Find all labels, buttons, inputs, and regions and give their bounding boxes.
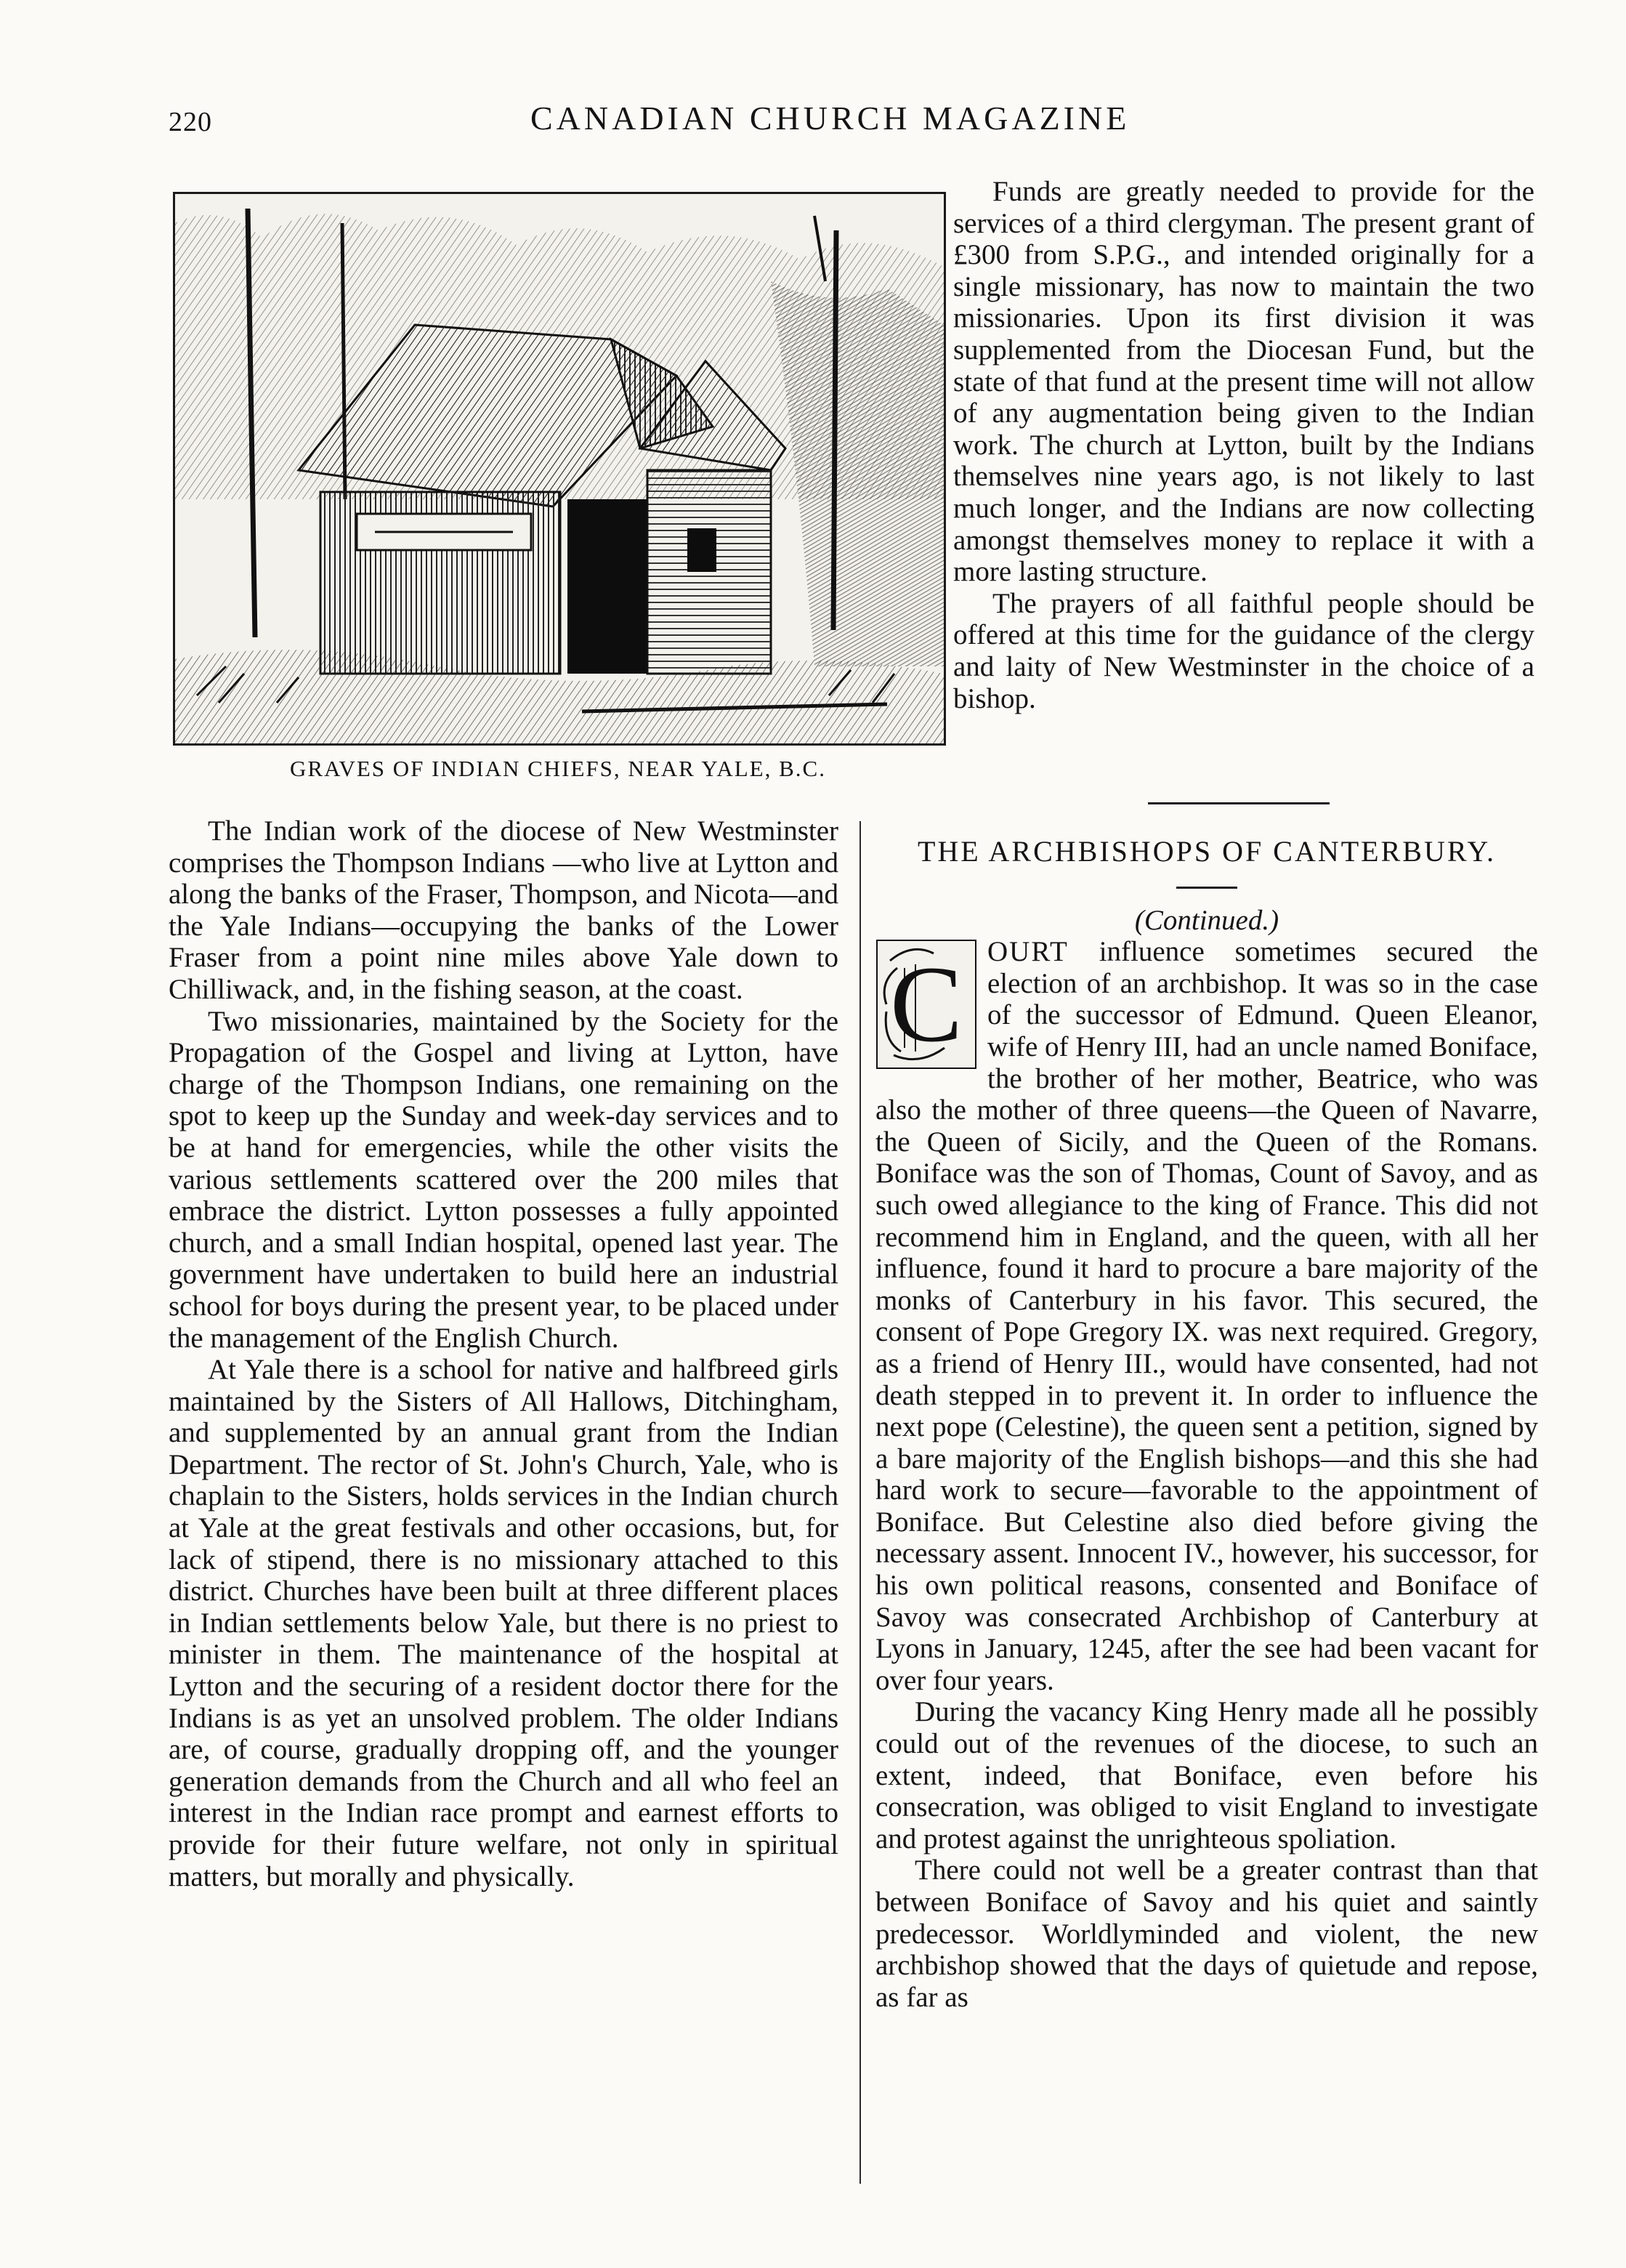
title-rule (1176, 887, 1237, 889)
paragraph: Funds are greatly needed to provide for the services of a third clergyman. The present grant of £300 from S.P.G., and intended originally for a single missionary, has now to maintain the two missionaries. Upon its first division it was supplemented from the Diocesan Fund, but the state of that fund at the present time will not allow of any augmentation being given to the Indian work. The church at Lytton, built by the Indians themselves nine years ago, is not likely to last much longer, and the Indians are now collecting amongst themselves money to replace it with a more lasting structure. (953, 176, 1534, 588)
drop-cap-letter: C (889, 944, 963, 1065)
continued-note: (Continued.) (1134, 904, 1279, 936)
section-divider (1148, 802, 1330, 804)
engraving-illustration (173, 192, 946, 746)
paragraph: The Indian work of the diocese of New Westminster comprises the Thompson Indians —who live at Lytton and along the banks of the Fraser, Thompson, and Nicota—and the Yale Indians—occupying the banks of the Lower Fraser from a point nine miles above Yale down to Chilliwack, and, in the fishing season, at the coast. (169, 815, 838, 1005)
page-number: 220 (169, 107, 212, 137)
article-title: THE ARCHBISHOPS OF CANTERBURY. (917, 835, 1497, 868)
left-column (169, 815, 838, 1892)
drop-cap-ornament-icon (875, 939, 977, 1070)
paragraph: There could not well be a greater contrast than that between Boniface of Savoy and his quiet and saintly predecessor. Worldlyminded and violent, the new archbishop showed that the days of quietude and repose, as far as (875, 1855, 1538, 2013)
opening-paragraph (875, 936, 1538, 1696)
graves-engraving-image (175, 194, 944, 743)
ornamental-drop-cap (875, 939, 977, 1070)
paragraph: The prayers of all faithful people should be offered at this time for the guidance of the clergy and laity of New Westminster in the choice of a bishop. (953, 587, 1534, 714)
opening-text: influence sometimes secured the election of an archbishop. It was so in the case of the successor of Edmund. Queen Eleanor, wife of Henry III, had an uncle named Boniface, the brother of her mother, Beatrice, who was also the mother of three queens—the Queen of Navarre, the Queen of Sicily, and the Queen of the Romans. Boniface was the son of Thomas, Count of Savoy, and as such owed allegiance to the king of France. This did not recommend him in England, and the queen, with all her influence, found it hard to procure a bare majority of the monks of Canterbury in his favor. This secured, the consent of Pope Gregory IX. was next required. Gregory, as a friend of Henry III., would have consented, had not death stepped in to prevent it. In order to influence the next pope (Celestine), the queen sent a petition, signed by a bare majority of the English bishops—and this she had hard work to secure—favorable to the appointment of Boniface. But Celestine also died before giving the necessary assent. Innocent IV., however, his successor, for his own political reasons, consented and Boniface of Savoy was consecrated Archbishop of Canterbury at Lyons in January, 1245, after the see had been vacant for over four years. (875, 936, 1539, 1696)
right-column (875, 836, 1538, 2013)
column-divider (859, 821, 861, 2184)
running-head: CANADIAN CHURCH MAGAZINE (530, 100, 1130, 137)
lead-in-word: OURT (987, 936, 1069, 968)
paragraph: Two missionaries, maintained by the Society for the Propagation of the Gospel and living at Lytton, have charge of the Thompson Indians, one remaining on the spot to keep up the Sunday and week-day services and to be at hand for emergencies, while the other visits the various settlements scattered over the 200 miles that embrace the district. Lytton possesses a fully appointed church, and a small Indian hospital, opened last year. The government have undertaken to build here an industrial school for boys during the present year, to be placed under the management of the English Church. (169, 1005, 838, 1354)
paragraph: At Yale there is a school for native and halfbreed girls maintained by the Sisters of All Hallows, Ditchingham, and supplemented by an annual grant from the Indian Department. The rector of St. John's Church, Yale, who is chaplain to the Sisters, holds services in the Indian church at Yale at the great festivals and other occasions, but, for lack of stipend, there is no missionary attached to this district. Churches have been built at three different places in Indian settlements below Yale, but there is no priest to minister in them. The maintenance of the hospital at Lytton and the securing of a resident doctor there for the Indians is as yet an unsolved problem. The older Indians are, of course, gradually dropping off, and the younger generation demands from the Church and all who feel an interest in the Indian race prompt and earnest efforts to provide for their future welfare, not only in spiritual matters, but morally and physically. (169, 1354, 838, 1892)
top-right-column (953, 176, 1534, 714)
paragraph: During the vacancy King Henry made all he possibly could out of the revenues of the diocese, to such an extent, indeed, that Boniface, even before his consecration, was obliged to visit England to investigate and protest against the unrighteous spoliation. (875, 1696, 1538, 1855)
figure-caption: GRAVES OF INDIAN CHIEFS, NEAR YALE, B.C. (290, 756, 826, 781)
